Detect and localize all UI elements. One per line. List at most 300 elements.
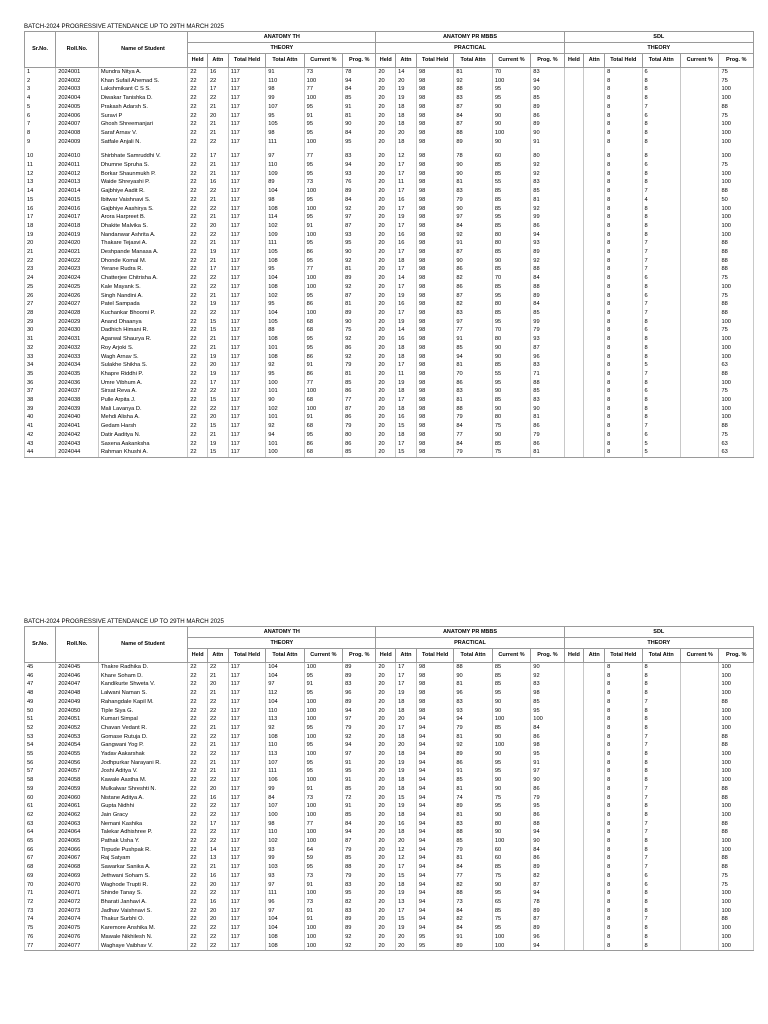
cell-student-name: Thakre Radhika D. bbox=[98, 663, 187, 672]
cell-pr-held: 20 bbox=[376, 239, 396, 248]
col-attn: Attn bbox=[584, 54, 605, 68]
cell-sdl-prog-pct: 100 bbox=[719, 170, 754, 179]
cell-srno: 46 bbox=[25, 672, 56, 681]
cell-pr-attn: 19 bbox=[396, 318, 417, 327]
table-row bbox=[25, 265, 754, 274]
cell-th-total-attn: 107 bbox=[266, 103, 304, 112]
cell-sdl-current-pct bbox=[681, 422, 719, 431]
col-prog-pct: Prog. % bbox=[343, 54, 376, 68]
cell-pr-attn: 19 bbox=[396, 292, 417, 301]
col-total-held: Total Held bbox=[228, 649, 265, 663]
cell-th-total-held: 117 bbox=[228, 265, 265, 274]
cell-pr-current-pct: 75 bbox=[492, 448, 530, 457]
cell-th-held: 22 bbox=[188, 205, 208, 214]
table-row bbox=[25, 431, 754, 440]
cell-pr-total-attn: 82 bbox=[454, 274, 492, 283]
cell-th-current-pct: 95 bbox=[304, 759, 342, 768]
cell-pr-prog-pct: 91 bbox=[531, 138, 564, 147]
cell-pr-total-held: 98 bbox=[416, 178, 453, 187]
cell-pr-total-held: 98 bbox=[416, 120, 453, 129]
cell-sdl-total-attn: 7 bbox=[642, 794, 680, 803]
cell-sdl-current-pct bbox=[681, 672, 719, 681]
cell-th-prog-pct: 84 bbox=[343, 129, 376, 138]
cell-sdl-prog-pct: 100 bbox=[719, 942, 754, 951]
cell-rollno: 2024042 bbox=[56, 431, 99, 440]
cell-th-held: 22 bbox=[188, 335, 208, 344]
cell-th-total-held: 117 bbox=[228, 724, 265, 733]
cell-sdl-current-pct bbox=[681, 94, 719, 103]
cell-th-total-held: 117 bbox=[228, 689, 265, 698]
cell-pr-total-held: 94 bbox=[416, 846, 453, 855]
cell-sdl-total-attn: 8 bbox=[642, 889, 680, 898]
cell-sdl-attn bbox=[584, 689, 605, 698]
cell-th-held: 22 bbox=[188, 924, 208, 933]
cell-th-held: 22 bbox=[188, 898, 208, 907]
cell-student-name: Kale Mayank S. bbox=[98, 283, 187, 292]
cell-sdl-held bbox=[564, 283, 584, 292]
cell-sdl-current-pct bbox=[681, 353, 719, 362]
cell-th-attn: 22 bbox=[207, 663, 228, 672]
cell-th-total-attn: 102 bbox=[266, 222, 304, 231]
table-row bbox=[25, 187, 754, 196]
cell-sdl-total-attn: 8 bbox=[642, 335, 680, 344]
cell-sdl-prog-pct: 88 bbox=[719, 300, 754, 309]
cell-th-current-pct: 73 bbox=[304, 68, 342, 77]
cell-th-held: 22 bbox=[188, 257, 208, 266]
cell-sdl-prog-pct: 88 bbox=[719, 370, 754, 379]
cell-th-total-attn: 97 bbox=[266, 152, 304, 161]
group-anatomy-pr: ANATOMY PR MBBS bbox=[376, 32, 564, 43]
cell-th-current-pct: 95 bbox=[304, 120, 342, 129]
cell-sdl-current-pct bbox=[681, 889, 719, 898]
cell-sdl-current-pct bbox=[681, 222, 719, 231]
cell-student-name: Gajbhiye Aashirya S. bbox=[98, 205, 187, 214]
cell-srno: 51 bbox=[25, 715, 56, 724]
cell-sdl-attn bbox=[584, 231, 605, 240]
cell-sdl-total-held: 8 bbox=[605, 213, 642, 222]
table-row bbox=[25, 707, 754, 716]
cell-pr-total-attn: 78 bbox=[454, 152, 492, 161]
cell-pr-attn: 17 bbox=[396, 672, 417, 681]
cell-sdl-total-attn: 6 bbox=[642, 326, 680, 335]
cell-th-total-held: 117 bbox=[228, 85, 265, 94]
cell-sdl-total-attn: 8 bbox=[642, 802, 680, 811]
cell-th-prog-pct: 81 bbox=[343, 112, 376, 121]
cell-pr-prog-pct: 93 bbox=[531, 335, 564, 344]
col-held: Held bbox=[564, 649, 584, 663]
cell-student-name: Prakash Adarsh S. bbox=[98, 103, 187, 112]
cell-sdl-prog-pct: 100 bbox=[719, 344, 754, 353]
cell-th-current-pct: 95 bbox=[304, 213, 342, 222]
cell-srno: 6 bbox=[25, 112, 56, 121]
cell-sdl-attn bbox=[584, 767, 605, 776]
cell-pr-prog-pct: 99 bbox=[531, 318, 564, 327]
sub-sdl-theory: THEORY bbox=[564, 43, 753, 54]
cell-th-prog-pct: 94 bbox=[343, 77, 376, 86]
cell-sdl-prog-pct: 75 bbox=[719, 431, 754, 440]
cell-th-attn: 21 bbox=[207, 213, 228, 222]
cell-pr-total-held: 98 bbox=[416, 440, 453, 449]
cell-pr-total-held: 94 bbox=[416, 733, 453, 742]
cell-th-held: 22 bbox=[188, 178, 208, 187]
cell-pr-total-attn: 82 bbox=[454, 300, 492, 309]
cell-sdl-total-attn: 7 bbox=[642, 265, 680, 274]
cell-th-prog-pct: 92 bbox=[343, 205, 376, 214]
cell-th-prog-pct: 92 bbox=[343, 257, 376, 266]
cell-th-total-held: 117 bbox=[228, 898, 265, 907]
cell-sdl-prog-pct: 100 bbox=[719, 396, 754, 405]
cell-th-current-pct: 100 bbox=[304, 663, 342, 672]
cell-sdl-held bbox=[564, 120, 584, 129]
cell-sdl-total-held: 8 bbox=[605, 231, 642, 240]
cell-th-current-pct: 95 bbox=[304, 767, 342, 776]
cell-th-total-attn: 98 bbox=[266, 196, 304, 205]
cell-th-prog-pct: 97 bbox=[343, 715, 376, 724]
cell-sdl-total-attn: 5 bbox=[642, 361, 680, 370]
cell-sdl-held bbox=[564, 85, 584, 94]
cell-th-current-pct: 95 bbox=[304, 431, 342, 440]
cell-th-held: 22 bbox=[188, 724, 208, 733]
cell-pr-total-held: 98 bbox=[416, 85, 453, 94]
cell-pr-total-attn: 84 bbox=[454, 422, 492, 431]
cell-pr-prog-pct: 87 bbox=[531, 881, 564, 890]
cell-sdl-attn bbox=[584, 872, 605, 881]
cell-student-name: Sirsat Reva A. bbox=[98, 387, 187, 396]
cell-sdl-held bbox=[564, 820, 584, 829]
table-row bbox=[25, 794, 754, 803]
cell-th-prog-pct: 91 bbox=[343, 759, 376, 768]
cell-srno: 66 bbox=[25, 846, 56, 855]
cell-sdl-current-pct bbox=[681, 689, 719, 698]
cell-srno: 5 bbox=[25, 103, 56, 112]
cell-th-held: 22 bbox=[188, 794, 208, 803]
table-row bbox=[25, 94, 754, 103]
cell-th-attn: 17 bbox=[207, 820, 228, 829]
cell-rollno: 2024048 bbox=[56, 689, 99, 698]
cell-sdl-total-held: 8 bbox=[605, 274, 642, 283]
cell-pr-current-pct: 95 bbox=[492, 318, 530, 327]
cell-th-prog-pct: 95 bbox=[343, 889, 376, 898]
table-row bbox=[25, 283, 754, 292]
cell-pr-prog-pct: 87 bbox=[531, 915, 564, 924]
cell-th-prog-pct: 85 bbox=[343, 785, 376, 794]
cell-sdl-total-held: 8 bbox=[605, 811, 642, 820]
cell-th-held: 22 bbox=[188, 680, 208, 689]
cell-student-name: Gajbhiye Aadit R. bbox=[98, 187, 187, 196]
table-row bbox=[25, 724, 754, 733]
cell-th-total-attn: 100 bbox=[266, 448, 304, 457]
cell-th-held: 22 bbox=[188, 889, 208, 898]
cell-pr-total-held: 98 bbox=[416, 353, 453, 362]
cell-th-current-pct: 100 bbox=[304, 811, 342, 820]
cell-pr-attn: 14 bbox=[396, 326, 417, 335]
table-row bbox=[25, 422, 754, 431]
cell-th-attn: 20 bbox=[207, 222, 228, 231]
cell-sdl-prog-pct: 50 bbox=[719, 196, 754, 205]
cell-sdl-total-attn: 7 bbox=[642, 239, 680, 248]
cell-th-current-pct: 86 bbox=[304, 440, 342, 449]
cell-pr-held: 20 bbox=[376, 387, 396, 396]
cell-pr-total-held: 94 bbox=[416, 776, 453, 785]
cell-sdl-total-held: 8 bbox=[605, 915, 642, 924]
cell-sdl-total-attn: 6 bbox=[642, 431, 680, 440]
cell-pr-attn: 20 bbox=[396, 837, 417, 846]
table-row bbox=[25, 178, 754, 187]
cell-sdl-held bbox=[564, 881, 584, 890]
cell-sdl-total-held: 8 bbox=[605, 379, 642, 388]
cell-rollno: 2024002 bbox=[56, 77, 99, 86]
cell-sdl-total-held: 8 bbox=[605, 187, 642, 196]
cell-sdl-prog-pct: 100 bbox=[719, 750, 754, 759]
cell-pr-current-pct: 75 bbox=[492, 915, 530, 924]
cell-sdl-attn bbox=[584, 915, 605, 924]
cell-sdl-current-pct bbox=[681, 846, 719, 855]
cell-sdl-total-attn: 7 bbox=[642, 187, 680, 196]
cell-sdl-prog-pct: 100 bbox=[719, 353, 754, 362]
cell-pr-attn: 19 bbox=[396, 889, 417, 898]
cell-th-current-pct: 95 bbox=[304, 672, 342, 681]
cell-th-held: 22 bbox=[188, 231, 208, 240]
cell-pr-prog-pct: 89 bbox=[531, 120, 564, 129]
cell-rollno: 2024071 bbox=[56, 889, 99, 898]
cell-th-held: 22 bbox=[188, 405, 208, 414]
col-name: Name of Student bbox=[98, 32, 187, 68]
col-rollno: Roll.No. bbox=[56, 627, 99, 663]
cell-sdl-prog-pct: 75 bbox=[719, 112, 754, 121]
cell-sdl-total-attn: 7 bbox=[642, 300, 680, 309]
cell-th-held: 22 bbox=[188, 138, 208, 147]
cell-srno: 15 bbox=[25, 196, 56, 205]
cell-pr-attn: 19 bbox=[396, 759, 417, 768]
cell-pr-current-pct: 60 bbox=[492, 846, 530, 855]
cell-sdl-total-attn: 6 bbox=[642, 881, 680, 890]
cell-pr-current-pct: 85 bbox=[492, 265, 530, 274]
cell-th-held: 22 bbox=[188, 94, 208, 103]
col-current-pct: Current % bbox=[492, 54, 530, 68]
cell-srno: 40 bbox=[25, 413, 56, 422]
cell-sdl-current-pct bbox=[681, 431, 719, 440]
cell-th-held: 22 bbox=[188, 689, 208, 698]
cell-student-name: Patel Sampada bbox=[98, 300, 187, 309]
cell-pr-total-attn: 82 bbox=[454, 881, 492, 890]
cell-student-name: Umre Vibhum A. bbox=[98, 379, 187, 388]
table-row bbox=[25, 750, 754, 759]
cell-sdl-held bbox=[564, 222, 584, 231]
cell-th-attn: 14 bbox=[207, 846, 228, 855]
cell-pr-attn: 20 bbox=[396, 77, 417, 86]
cell-pr-attn: 17 bbox=[396, 907, 417, 916]
cell-th-held: 22 bbox=[188, 863, 208, 872]
cell-sdl-total-held: 8 bbox=[605, 152, 642, 161]
cell-pr-total-attn: 93 bbox=[454, 707, 492, 716]
cell-th-prog-pct: 93 bbox=[343, 170, 376, 179]
cell-sdl-prog-pct: 88 bbox=[719, 915, 754, 924]
cell-sdl-total-held: 8 bbox=[605, 353, 642, 362]
cell-pr-held: 20 bbox=[376, 187, 396, 196]
cell-student-name: Mehdi Alisha A. bbox=[98, 413, 187, 422]
cell-sdl-attn bbox=[584, 680, 605, 689]
table-row bbox=[25, 663, 754, 672]
col-total-held: Total Held bbox=[416, 649, 453, 663]
cell-student-name: Raj Satyam bbox=[98, 854, 187, 863]
cell-srno: 30 bbox=[25, 326, 56, 335]
cell-pr-total-attn: 89 bbox=[454, 138, 492, 147]
cell-pr-attn: 17 bbox=[396, 161, 417, 170]
cell-th-attn: 22 bbox=[207, 205, 228, 214]
cell-th-total-attn: 84 bbox=[266, 794, 304, 803]
cell-pr-current-pct: 90 bbox=[492, 387, 530, 396]
cell-sdl-prog-pct: 100 bbox=[719, 663, 754, 672]
cell-pr-total-held: 98 bbox=[416, 326, 453, 335]
cell-sdl-attn bbox=[584, 152, 605, 161]
cell-pr-attn: 19 bbox=[396, 85, 417, 94]
cell-th-held: 22 bbox=[188, 309, 208, 318]
cell-th-attn: 22 bbox=[207, 750, 228, 759]
cell-sdl-attn bbox=[584, 759, 605, 768]
cell-sdl-current-pct bbox=[681, 318, 719, 327]
cell-pr-prog-pct: 88 bbox=[531, 265, 564, 274]
cell-th-current-pct: 95 bbox=[304, 344, 342, 353]
cell-th-prog-pct: 95 bbox=[343, 138, 376, 147]
cell-pr-total-attn: 81 bbox=[454, 396, 492, 405]
cell-th-total-attn: 110 bbox=[266, 707, 304, 716]
cell-th-prog-pct: 86 bbox=[343, 387, 376, 396]
cell-sdl-attn bbox=[584, 309, 605, 318]
cell-pr-held: 20 bbox=[376, 680, 396, 689]
cell-pr-prog-pct: 89 bbox=[531, 248, 564, 257]
table-row bbox=[25, 767, 754, 776]
cell-sdl-held bbox=[564, 854, 584, 863]
cell-rollno: 2024039 bbox=[56, 405, 99, 414]
cell-th-attn: 19 bbox=[207, 370, 228, 379]
cell-pr-held: 20 bbox=[376, 85, 396, 94]
cell-sdl-prog-pct: 100 bbox=[719, 405, 754, 414]
cell-pr-attn: 18 bbox=[396, 733, 417, 742]
cell-rollno: 2024038 bbox=[56, 396, 99, 405]
cell-srno: 61 bbox=[25, 802, 56, 811]
cell-sdl-total-held: 8 bbox=[605, 422, 642, 431]
cell-student-name: Dadhich Himani R. bbox=[98, 326, 187, 335]
cell-pr-held: 20 bbox=[376, 318, 396, 327]
cell-rollno: 2024059 bbox=[56, 785, 99, 794]
group-sdl: SDL bbox=[564, 627, 753, 638]
cell-sdl-total-held: 8 bbox=[605, 898, 642, 907]
cell-th-total-attn: 108 bbox=[266, 283, 304, 292]
table-row bbox=[25, 120, 754, 129]
cell-sdl-attn bbox=[584, 750, 605, 759]
cell-th-total-held: 117 bbox=[228, 741, 265, 750]
cell-th-attn: 22 bbox=[207, 837, 228, 846]
cell-sdl-prog-pct: 88 bbox=[719, 863, 754, 872]
cell-pr-total-held: 98 bbox=[416, 396, 453, 405]
cell-pr-current-pct: 90 bbox=[492, 733, 530, 742]
cell-th-current-pct: 100 bbox=[304, 942, 342, 951]
table-row bbox=[25, 680, 754, 689]
cell-pr-held: 20 bbox=[376, 248, 396, 257]
cell-sdl-prog-pct: 100 bbox=[719, 802, 754, 811]
cell-srno: 13 bbox=[25, 178, 56, 187]
cell-pr-attn: 13 bbox=[396, 898, 417, 907]
cell-sdl-current-pct bbox=[681, 335, 719, 344]
cell-th-held: 22 bbox=[188, 448, 208, 457]
cell-pr-total-held: 94 bbox=[416, 802, 453, 811]
cell-sdl-attn bbox=[584, 881, 605, 890]
cell-pr-total-held: 94 bbox=[416, 828, 453, 837]
cell-sdl-attn bbox=[584, 178, 605, 187]
cell-rollno: 2024061 bbox=[56, 802, 99, 811]
cell-srno: 50 bbox=[25, 707, 56, 716]
cell-sdl-total-held: 8 bbox=[605, 239, 642, 248]
cell-sdl-held bbox=[564, 933, 584, 942]
cell-sdl-current-pct bbox=[681, 161, 719, 170]
cell-th-prog-pct: 80 bbox=[343, 431, 376, 440]
cell-pr-held: 20 bbox=[376, 846, 396, 855]
cell-pr-total-held: 94 bbox=[416, 724, 453, 733]
cell-pr-total-attn: 92 bbox=[454, 77, 492, 86]
cell-sdl-current-pct bbox=[681, 698, 719, 707]
cell-pr-attn: 17 bbox=[396, 265, 417, 274]
cell-sdl-held bbox=[564, 448, 584, 457]
cell-pr-attn: 15 bbox=[396, 448, 417, 457]
cell-student-name: Kuchankar Bhoomi P. bbox=[98, 309, 187, 318]
cell-rollno: 2024041 bbox=[56, 422, 99, 431]
cell-sdl-total-held: 8 bbox=[605, 759, 642, 768]
cell-pr-attn: 18 bbox=[396, 698, 417, 707]
cell-srno: 62 bbox=[25, 811, 56, 820]
table-row bbox=[25, 802, 754, 811]
cell-pr-current-pct: 80 bbox=[492, 239, 530, 248]
cell-th-held: 22 bbox=[188, 222, 208, 231]
cell-th-total-attn: 101 bbox=[266, 413, 304, 422]
cell-th-attn: 22 bbox=[207, 187, 228, 196]
cell-srno: 17 bbox=[25, 213, 56, 222]
cell-pr-held: 20 bbox=[376, 741, 396, 750]
cell-pr-total-attn: 91 bbox=[454, 933, 492, 942]
cell-th-total-attn: 106 bbox=[266, 776, 304, 785]
cell-sdl-prog-pct: 100 bbox=[719, 811, 754, 820]
cell-pr-held: 20 bbox=[376, 440, 396, 449]
cell-sdl-total-held: 8 bbox=[605, 68, 642, 77]
cell-th-total-attn: 88 bbox=[266, 326, 304, 335]
cell-sdl-attn bbox=[584, 715, 605, 724]
cell-pr-total-attn: 90 bbox=[454, 205, 492, 214]
cell-sdl-attn bbox=[584, 292, 605, 301]
cell-pr-prog-pct: 92 bbox=[531, 161, 564, 170]
cell-th-total-attn: 110 bbox=[266, 741, 304, 750]
cell-sdl-total-held: 8 bbox=[605, 663, 642, 672]
cell-pr-current-pct: 80 bbox=[492, 820, 530, 829]
cell-pr-held: 20 bbox=[376, 837, 396, 846]
cell-pr-held: 20 bbox=[376, 257, 396, 266]
cell-rollno: 2024069 bbox=[56, 872, 99, 881]
col-total-attn: Total Attn bbox=[454, 649, 492, 663]
cell-pr-total-held: 94 bbox=[416, 889, 453, 898]
cell-th-total-attn: 102 bbox=[266, 292, 304, 301]
cell-th-total-attn: 111 bbox=[266, 138, 304, 147]
cell-student-name: Diwakar Tanishka D. bbox=[98, 94, 187, 103]
table-row bbox=[25, 231, 754, 240]
cell-th-prog-pct: 89 bbox=[343, 672, 376, 681]
cell-sdl-current-pct bbox=[681, 872, 719, 881]
cell-sdl-total-attn: 6 bbox=[642, 274, 680, 283]
cell-srno: 32 bbox=[25, 344, 56, 353]
cell-sdl-current-pct bbox=[681, 326, 719, 335]
cell-pr-held: 20 bbox=[376, 448, 396, 457]
sub-theory: THEORY bbox=[188, 638, 376, 649]
cell-pr-held: 20 bbox=[376, 129, 396, 138]
cell-pr-total-held: 98 bbox=[416, 239, 453, 248]
cell-sdl-attn bbox=[584, 68, 605, 77]
